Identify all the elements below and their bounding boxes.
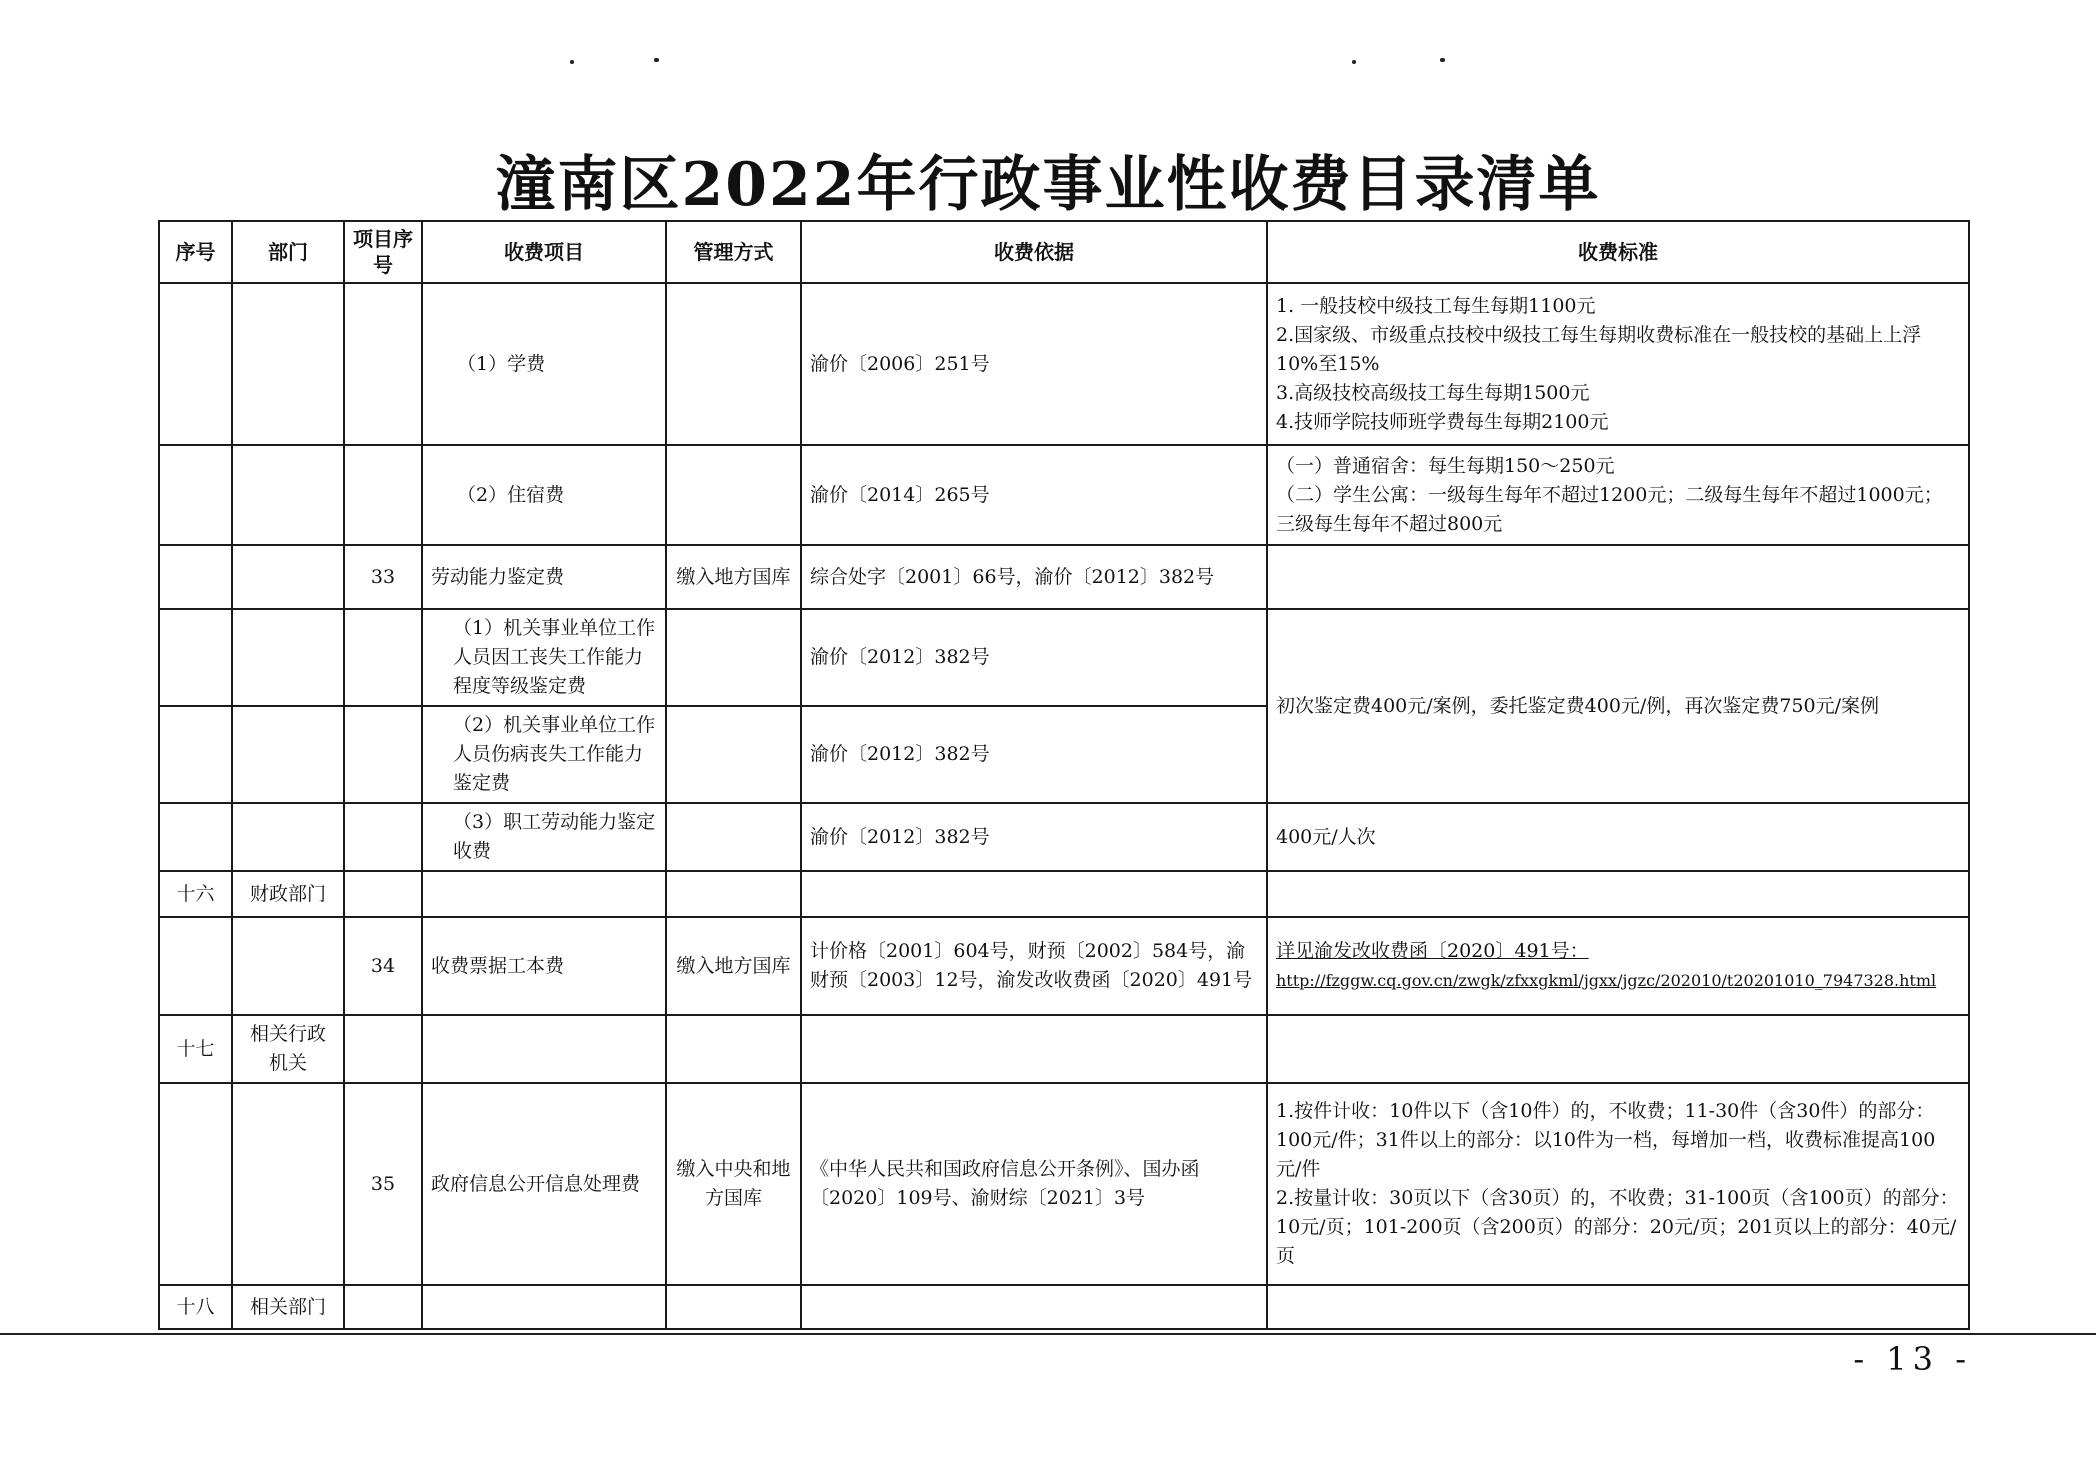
scan-speck — [1440, 58, 1445, 62]
table-row — [159, 1285, 1969, 1329]
section-number: 十六 — [159, 871, 232, 917]
fee-item: （2）住宿费 — [422, 445, 666, 545]
fee-item: （1）学费 — [422, 283, 666, 445]
table-row — [159, 1015, 1969, 1083]
management-method: 缴入中央和地方国库 — [666, 1083, 801, 1285]
fee-item: （3）职工劳动能力鉴定收费 — [422, 803, 666, 871]
department-name: 财政部门 — [232, 871, 344, 917]
table-row — [159, 1083, 1969, 1285]
department-name: 相关行政机关 — [232, 1015, 344, 1083]
fee-standard — [1267, 1083, 1969, 1285]
fee-basis: 渝价〔2006〕251号 — [801, 283, 1267, 445]
fee-item: 收费票据工本费 — [422, 917, 666, 1015]
col-header-standard: 收费标准 — [1267, 221, 1969, 283]
fee-item: 劳动能力鉴定费 — [422, 545, 666, 609]
scan-speck — [654, 58, 659, 62]
fee-standard — [1267, 917, 1969, 1015]
fee-item: （2）机关事业单位工作人员伤病丧失工作能力鉴定费 — [422, 706, 666, 803]
fee-standard-line: 2.按量计收：30页以下（含30页）的，不收费；31-100页（含100页）的部分：10元/页；101-200页（含200页）的部分：20元/页；201页以上的部分：40元/页 — [1276, 1187, 1959, 1267]
col-header-seq: 序号 — [159, 221, 232, 283]
col-header-mgmt: 管理方式 — [666, 221, 801, 283]
page-number: - 13 - — [1853, 1340, 1972, 1378]
section-number: 十七 — [159, 1015, 232, 1083]
col-header-item-no: 项目序号 — [344, 221, 422, 283]
fee-basis: 渝价〔2012〕382号 — [801, 803, 1267, 871]
fee-table — [158, 220, 1970, 1330]
fee-standard-line: 3.高级技校高级技工每生每期1500元 — [1276, 381, 1590, 404]
scan-speck — [1352, 60, 1356, 64]
fee-standard-line: 详见渝发改收费函〔2020〕491号： — [1276, 940, 1589, 962]
fee-standard-line: 2.国家级、市级重点技校中级技工每生每期收费标准在一般技校的基础上上浮10%至15% — [1276, 323, 1922, 375]
fee-standard: 400元/人次 — [1267, 803, 1969, 871]
fee-standard-line: 1. 一般技校中级技工每生每期1100元 — [1276, 294, 1596, 317]
item-number: 34 — [344, 917, 422, 1015]
fee-standard: 初次鉴定费400元/案例，委托鉴定费400元/例，再次鉴定费750元/案例 — [1267, 609, 1969, 803]
table-header-row — [159, 221, 1969, 283]
table-row — [159, 871, 1969, 917]
fee-standard — [1267, 545, 1969, 609]
fee-basis: 渝价〔2014〕265号 — [801, 445, 1267, 545]
table-row — [159, 609, 1969, 706]
table-row — [159, 803, 1969, 871]
item-number: 35 — [344, 1083, 422, 1285]
fee-standard-line: 4.技师学院技师班学费每生每期2100元 — [1276, 410, 1609, 433]
table-row — [159, 917, 1969, 1015]
col-header-item: 收费项目 — [422, 221, 666, 283]
footer-divider — [0, 1333, 2096, 1335]
fee-standard-line: （一）普通宿舍：每生每期150～250元 — [1276, 454, 1615, 477]
fee-standard-line: （二）学生公寓：一级每生每年不超过1200元；二级每生每年不超过1000元；三级每生每年不超过800元 — [1276, 483, 1943, 535]
fee-basis: 渝价〔2012〕382号 — [801, 609, 1267, 706]
col-header-dept: 部门 — [232, 221, 344, 283]
section-number: 十八 — [159, 1285, 232, 1329]
scan-speck — [570, 60, 574, 64]
page-title: 潼南区2022年行政事业性收费目录清单 — [495, 150, 1601, 220]
table-row — [159, 445, 1969, 545]
fee-basis: 计价格〔2001〕604号，财预〔2002〕584号，渝财预〔2003〕12号，渝发改收费函〔2020〕491号 — [801, 917, 1267, 1015]
fee-basis: 综合处字〔2001〕66号，渝价〔2012〕382号 — [801, 545, 1267, 609]
department-name: 相关部门 — [232, 1285, 344, 1329]
item-number: 33 — [344, 545, 422, 609]
reference-link[interactable]: http://fzggw.cq.gov.cn/zwgk/zfxxgkml/jgxx/jgzc/202010/t20201010_7947328.html — [1276, 971, 1937, 990]
fee-standard — [1267, 283, 1969, 445]
management-method: 缴入地方国库 — [666, 545, 801, 609]
fee-basis: 渝价〔2012〕382号 — [801, 706, 1267, 803]
col-header-basis: 收费依据 — [801, 221, 1267, 283]
fee-basis: 《中华人民共和国政府信息公开条例》、国办函〔2020〕109号、渝财综〔2021〕3号 — [801, 1083, 1267, 1285]
table-row — [159, 545, 1969, 609]
fee-item: （1）机关事业单位工作人员因工丧失工作能力程度等级鉴定费 — [422, 609, 666, 706]
fee-standard — [1267, 445, 1969, 545]
fee-standard-line: 1.按件计收：10件以下（含10件）的，不收费；11-30件（含30件）的部分：100元/件；31件以上的部分：以10件为一档，每增加一档，收费标准提高100元/件 — [1276, 1100, 1936, 1180]
management-method: 缴入地方国库 — [666, 917, 801, 1015]
table-row — [159, 283, 1969, 445]
fee-item: 政府信息公开信息处理费 — [422, 1083, 666, 1285]
